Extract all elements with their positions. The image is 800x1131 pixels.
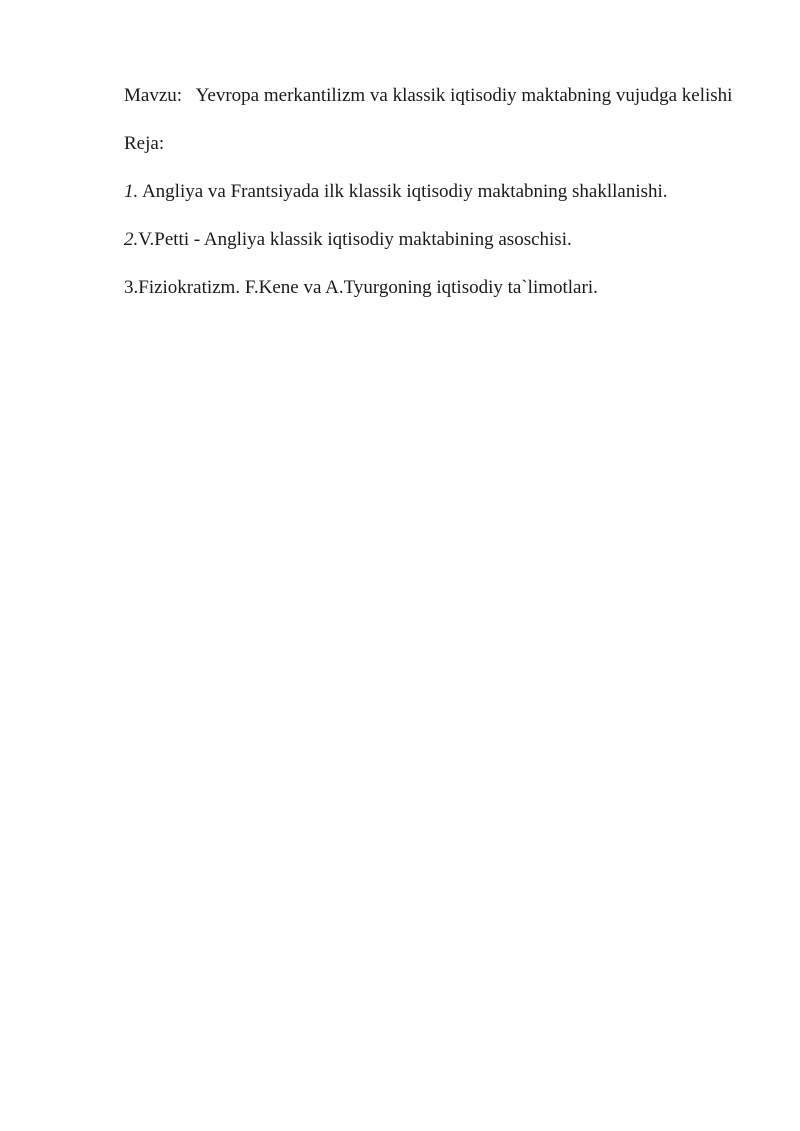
plan-item-3-number: 3. (124, 277, 139, 298)
plan-item-3 (76, 264, 752, 312)
plan-item-2-text: V.Petti - Angliya klassik iqtisodiy maktabining asoschisi. (138, 229, 572, 250)
plan-item-2 (76, 216, 752, 264)
plan-item-2-number: 2. (124, 229, 139, 250)
plan-item-1 (76, 168, 752, 216)
plan-item-1-text: Angliya va Frantsiyada ilk klassik iqtisodiy maktabning shakllanishi. (138, 181, 668, 202)
plan-heading: Reja: (124, 133, 165, 154)
topic-text: Yevropa merkantilizm va klassik iqtisodiy maktabning vujudga kelishi (195, 85, 733, 106)
topic-paragraph (76, 72, 752, 120)
document-body (76, 72, 752, 312)
plan-item-1-number: 1. (124, 181, 139, 202)
plan-item-3-text: Fiziokratizm. F.Kene va A.Tyurgoning iqtisodiy ta`limotlari. (138, 277, 598, 298)
topic-label: Mavzu: (124, 85, 183, 106)
